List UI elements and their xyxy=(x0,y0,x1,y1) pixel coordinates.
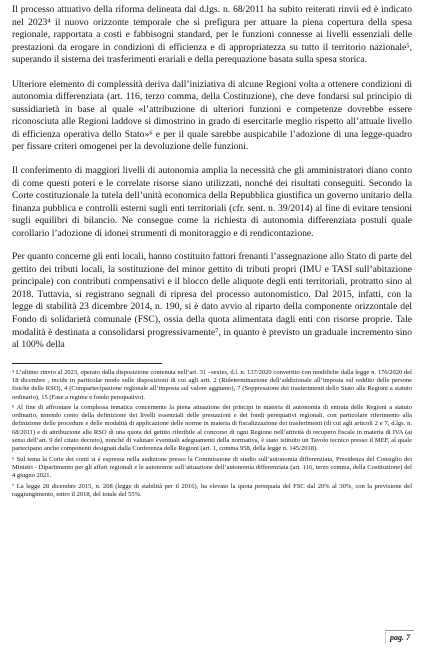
footnote: ⁶ Sul tema la Corte dei conti si è espressa nella audizione presso la Commissione di studio sull’autonomia differenziata, Presidenza del Consiglio dei Ministri - Dipartimento per gli affari regionali e le autonomie sull’attuazione dell’autonomia differenziata (art. 116, terzo comma, della Costituzione) del 4 giugno 2021. xyxy=(12,455,412,480)
footnote-separator xyxy=(12,363,162,364)
page-number: pag. 7 xyxy=(385,630,414,644)
body-paragraph: Ulteriore elemento di complessità deriva dall’iniziativa di alcune Regioni volta a ottenere condizioni di autonomia differenziata (art. 116, terzo comma, della Costituzione), che deve fondarsi sul principio di sussidiarietà in base al quale «l’attribuzione di ulteriori funzioni e competenze dovrebbe essere riconosciuta alle Regioni laddove si dimostrino in grado di esercitarle meglio rispetto all’attuale livello di efficienza operativa dello Stato»⁶ e per il quale sarebbe auspicabile l’adozione di una legge-quadro per fissare criteri omogenei per la devoluzione delle funzioni. xyxy=(12,78,412,153)
footnote: ⁴ L’ultimo rinvio al 2023, operato dalla disposizione contenuta nell’art. 31 –sexies, d.l. n. 137/2020 convertito con modifiche dalla legge n. 176/2020 del 18 dicembre , incide in particolar modo sulle disposizioni di cui agli artt. 2 (Rideterminazione dell’addizionale all’imposta sul reddito delle persone fisiche delle RSO), 4 (Compartecipazione regionale all’imposta sul valore aggiunto), 7 (Soppressione dei trasferimenti dello Stato alle Regioni a statuto ordinario), 15 (Fase a regime e fondo perequativo). xyxy=(12,368,412,401)
body-paragraph: Il conferimento di maggiori livelli di autonomia amplia la necessità che gli amministratori diano conto di come questi poteri e le correlate risorse siano utilizzati, nonché dei risultati conseguiti. Secondo la Corte costituzionale la tutela dell’unità economica della Repubblica giustifica un governo unitario della finanza pubblica e controlli esterni sugli enti territoriali (cfr. sent. n. 39/2014) al fine di evitare tensioni sugli equilibri di bilancio. Ne consegue come la richiesta di autonomia differenziata postuli quale corollario l’adozione di idonei strumenti di monitoraggio e di rendicontazione. xyxy=(12,165,412,239)
body-paragraph: Il processo attuativo della riforma delineata dal d.lgs. n. 68/2011 ha subito reiterati rinvii ed è indicato nel 2023⁴ il nuovo orizzonte temporale che si prefigura per attuare la piena copertura della spesa regionale, rapportata a costi e fabbisogni standard, per le funzioni connesse ai livelli essenziali delle prestazioni da erogare in condizioni di efficienza e di appropriatezza su tutto il territorio nazionale⁵, superando il sistema dei trasferimenti erariali e della perequazione basata sulla spesa storica. xyxy=(12,4,412,66)
footnote: ⁷ La legge 28 dicembre 2015, n. 208 (legge di stabilità per il 2016), ha elevato la quota perequata del FSC dal 20% al 30%, con la previsione del raggiungimento, entro il 2018, del totale del 55%. xyxy=(12,482,412,498)
body-paragraph: Per quanto concerne gli enti locali, hanno costituito fattori frenanti l’assegnazione allo Stato di parte del gettito dei tributi locali, la sostituzione del minor gettito di tributi propri (IMU e TASI sull’abitazione principale) con contributi compensativi e il blocco delle aliquote degli enti territoriali, protratto sino al 2018. Tuttavia, si registrano segnali di ripresa del processo autonomistico. Dal 2015, infatti, con la legge di stabilità 23 dicembre 2014, n. 190, si è dato avvio al riparto della componente orizzontale del Fondo di solidarietà comunale (FSC), ossia della quota alimentata dagli enti con risorse proprie. Tale modalità è destinata a consolidarsi progressivamente⁷, in quanto è previsto un graduale incremento sino al 100% della xyxy=(12,251,412,351)
footnote: ⁵ Al fine di affrontare la complessa tematica concernente la piena attuazione dei principi in materia di autonomia di entrata delle Regioni a statuto ordinario, tenendo conto della definizione dei livelli essenziali delle prestazioni e dei fondi perequativi regionali, con particolare riferimento alla definizione delle procedure e delle modalità di applicazione delle norme in materia di fiscalizzazione dei trasferimenti (di cui agli articoli 2 e 7, d.lgs. n. 68/2011) e di attribuzione alle RSO di una quota del gettito riferibile al concorso di ogni Regione nell’attività di recupero fiscale in materia di IVA (ai sensi dell’art. 9 del citato decreto), nonché di valutare eventuali adeguamenti della normativa, è stato istituito un Tavolo tecnico presso il MEF, al quale partecipano anche componenti designati dalla Conferenza delle Regioni (art. 1, comma 958, della legge n. 145/2018). xyxy=(12,403,412,453)
